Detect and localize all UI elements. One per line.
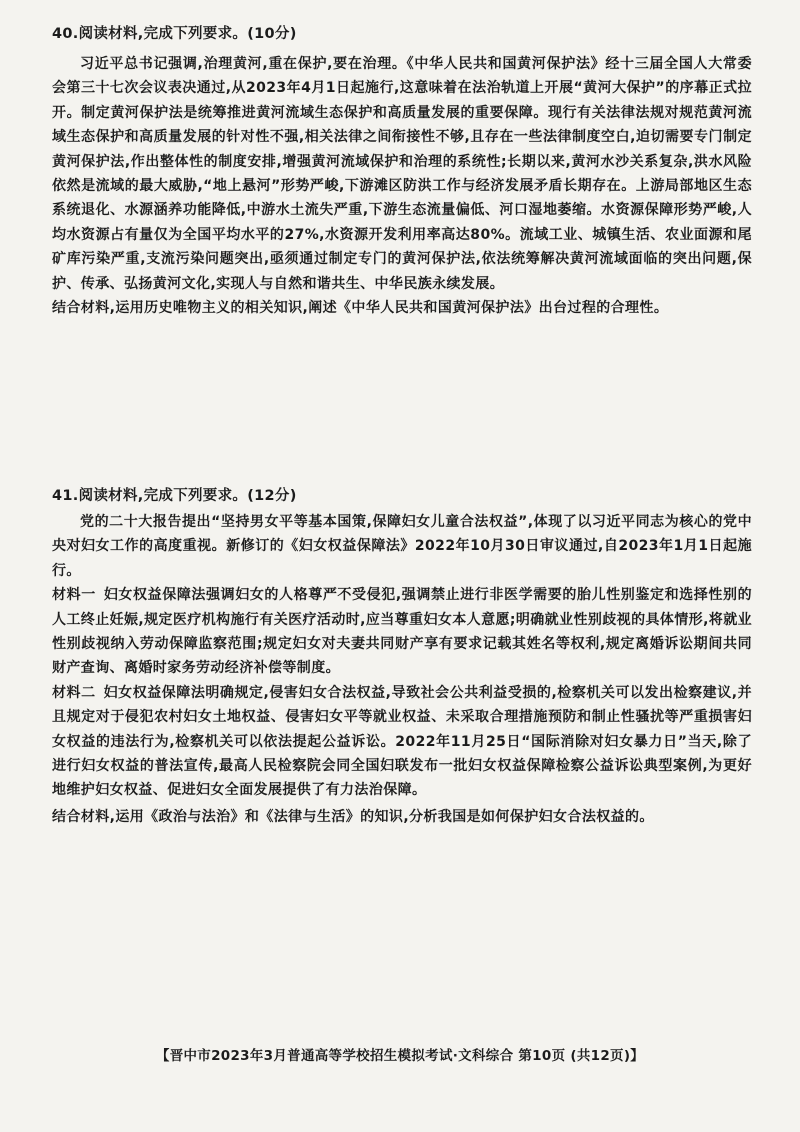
material-2-text: 妇女权益保障法明确规定,侵害妇女合法权益,导致社会公共利益受损的,检察机关可以发出检察建议,并且规定对于侵犯农村妇女土地权益、侵害妇女平等就业权益、未采取合理措施预防和制止性骚扰等严重损害妇女权益的违法行为,检察机关可以依法提起公益诉讼。2022年11月25日“国际消除对妇女暴力日”当天,除了进行妇女权益的普法宣传,最高人民检察院会同全国妇联发布一批妇女权益保障检察公益诉讼典型案例,为更好地维护妇女权益、促进妇女全面发展提供了有力法治保障。 [52, 684, 753, 799]
question-41 [52, 484, 752, 829]
question-41-task: 结合材料,运用《政治与法治》和《法律与生活》的知识,分析我国是如何保护妇女合法权益的。 [52, 808, 654, 825]
material-2-label: 材料二 [52, 684, 96, 701]
question-41-intro: 党的二十大报告提出“坚持男女平等基本国策,保障妇女儿童合法权益”,体现了以习近平同志为核心的党中央对妇女工作的高度重视。新修订的《妇女权益保障法》2022年10月30日审议通过,自2023年1月1日起施行。 [52, 514, 752, 579]
question-41-title: 41.阅读材料,完成下列要求。(12分) [52, 488, 297, 504]
question-40-title: 40.阅读材料,完成下列要求。(10分) [52, 26, 297, 42]
question-41-material-1 [52, 583, 752, 681]
question-41-material-2 [52, 681, 752, 803]
material-1-text: 妇女权益保障法强调妇女的人格尊严不受侵犯,强调禁止进行非医学需要的胎儿性别鉴定和选择性别的人工终止妊娠,规定医疗机构施行有关医疗活动时,应当尊重妇女本人意愿;明确就业性别歧视的具体情形,将就业性别歧视纳入劳动保障监察范围;规定妇女对夫妻共同财产享有要求记载其姓名等权利,规定离婚诉讼期间共同财产查询、离婚时家务劳动经济补偿等制度。 [52, 587, 752, 677]
page-footer: 【晋中市2023年3月普通高等学校招生模拟考试·文科综合 第10页 (共12页)】 [155, 1048, 645, 1064]
question-40-task: 结合材料,运用历史唯物主义的相关知识,阐述《中华人民共和国黄河保护法》出台过程的合理性。 [52, 300, 669, 317]
question-40 [52, 22, 752, 320]
question-40-material: 习近平总书记强调,治理黄河,重在保护,要在治理。《中华人民共和国黄河保护法》经十三届全国人大常委会第三十七次会议表决通过,从2023年4月1日起施行,这意味着在法治轨道上开展“黄河大保护”的序幕正式拉开。制定黄河保护法是统筹推进黄河流域生态保护和高质量发展的重要保障。现行有关法律法规对规范黄河流域生态保护和高质量发展的针对性不强,相关法律之间衔接性不够,且存在一些法律制度空白,迫切需要专门制定黄河保护法,作出整体性的制度安排,增强黄河流域保护和治理的系统性;长期以来,黄河水沙关系复杂,洪水风险依然是流域的最大威胁,“地上悬河”形势严峻,下游滩区防洪工作与经济发展矛盾长期存在。上游局部地区生态系统退化、水源涵养功能降低,中游水土流失严重,下游生态流量偏低、河口湿地萎缩。水资源保障形势严峻,人均水资源占有量仅为全国平均水平的27%,水资源开发利用率高达80%。流域工业、城镇生活、农业面源和尾矿库污染严重,支流污染问题突出,亟须通过制定专门的黄河保护法,依法统筹解决黄河流域面临的突出问题,保护、传承、弘扬黄河文化,实现人与自然和谐共生、中华民族永续发展。 [52, 56, 752, 292]
material-1-label: 材料一 [52, 587, 96, 604]
